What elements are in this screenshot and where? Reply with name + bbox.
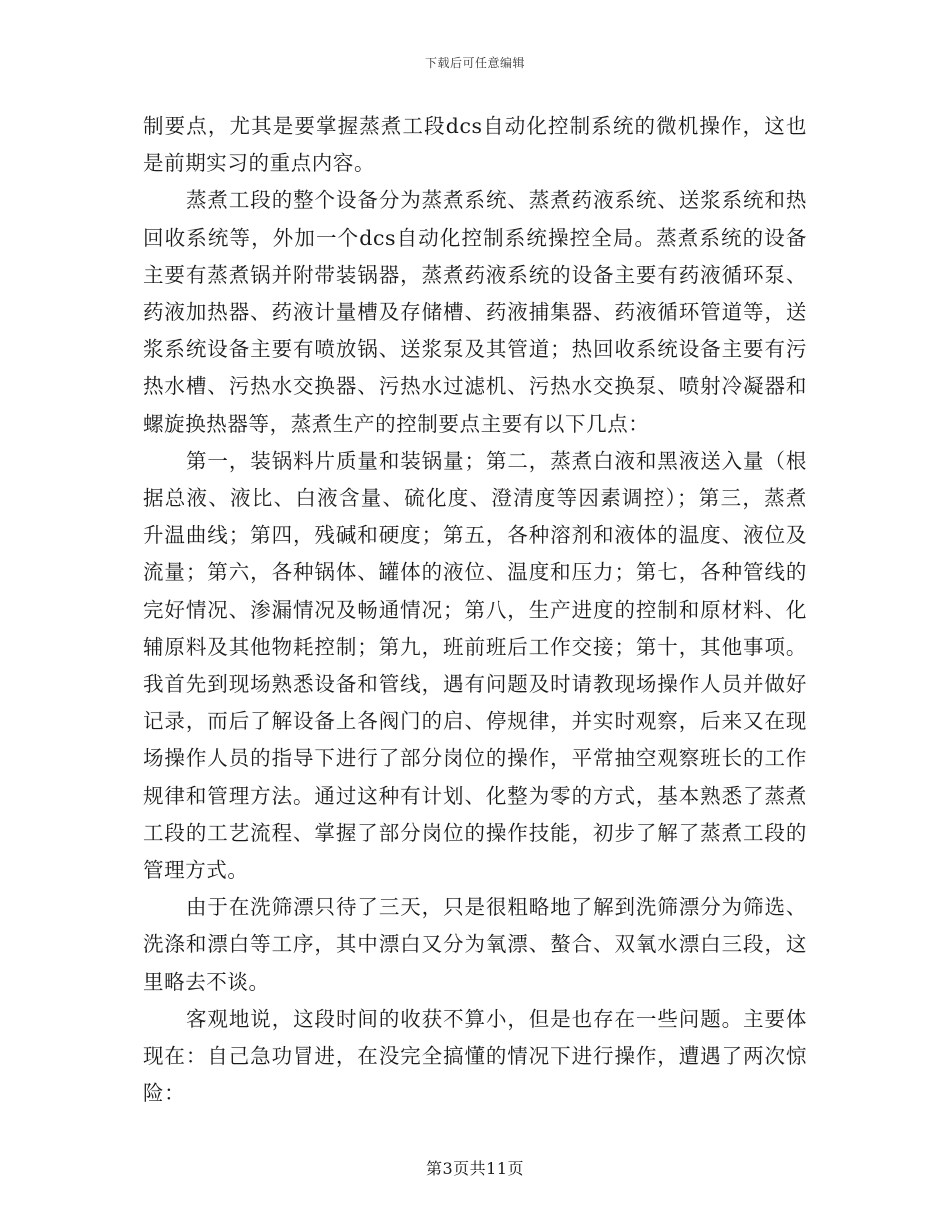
paragraph-equipment-overview: 蒸煮工段的整个设备分为蒸煮系统、蒸煮药液系统、送浆系统和热回收系统等，外加一个dcs自动化控制系统操控全局。蒸煮系统的设备主要有蒸煮锅并附带装锅器，蒸煮药液系统的设备主要有药液循环泵、药液加热器、药液计量槽及存储槽、药液捕集器、药液循环管道等，送浆系统设备主要有喷放锅、送浆泵及其管道；热回收系统设备主要有污热水槽、污热水交换器、污热水过滤机、污热水交换泵、喷射冷凝器和螺旋换热器等，蒸煮生产的控制要点主要有以下几点： bbox=[143, 188, 807, 436]
paragraph-continuation: 制要点，尤其是要掌握蒸煮工段dcs自动化控制系统的微机操作，这也是前期实习的重点内容。 bbox=[143, 114, 807, 176]
page-header-note: 下载后可任意编辑 bbox=[424, 56, 525, 70]
page-number-footer: 第3页共11页 bbox=[425, 1159, 525, 1178]
paragraph-washing-screening: 由于在洗筛漂只待了三天，只是很粗略地了解到洗筛漂分为筛选、洗涤和漂白等工序，其中漂白又分为氧漂、螯合、双氧水漂白三段，这里略去不谈。 bbox=[143, 895, 807, 994]
paragraph-control-points: 第一，装锅料片质量和装锅量；第二，蒸煮白液和黑液送入量（根据总液、液比、白液含量、硫化度、澄清度等因素调控）；第三，蒸煮升温曲线；第四，残碱和硬度；第五，各种溶剂和液体的温度、液位及流量；第六，各种锅体、罐体的液位、温度和压力；第七，各种管线的完好情况、渗漏情况及畅通情况；第八，生产进度的控制和原材料、化辅原料及其他物耗控制；第九，班前班后工作交接；第十，其他事项。我首先到现场熟悉设备和管线，遇有问题及时请教现场操作人员并做好记录，而后了解设备上各阀门的启、停规律，并实时观察，后来又在现场操作人员的指导下进行了部分岗位的操作，平常抽空观察班长的工作规律和管理方法。通过这种有计划、化整为零的方式，基本熟悉了蒸煮工段的工艺流程、掌握了部分岗位的操作技能，初步了解了蒸煮工段的管理方式。 bbox=[143, 448, 807, 883]
paragraph-problems: 客观地说，这段时间的收获不算小，但是也存在一些问题。主要体现在：自己急功冒进，在没完全搞懂的情况下进行操作，遭遇了两次惊险： bbox=[143, 1006, 807, 1106]
document-body bbox=[143, 108, 807, 1112]
